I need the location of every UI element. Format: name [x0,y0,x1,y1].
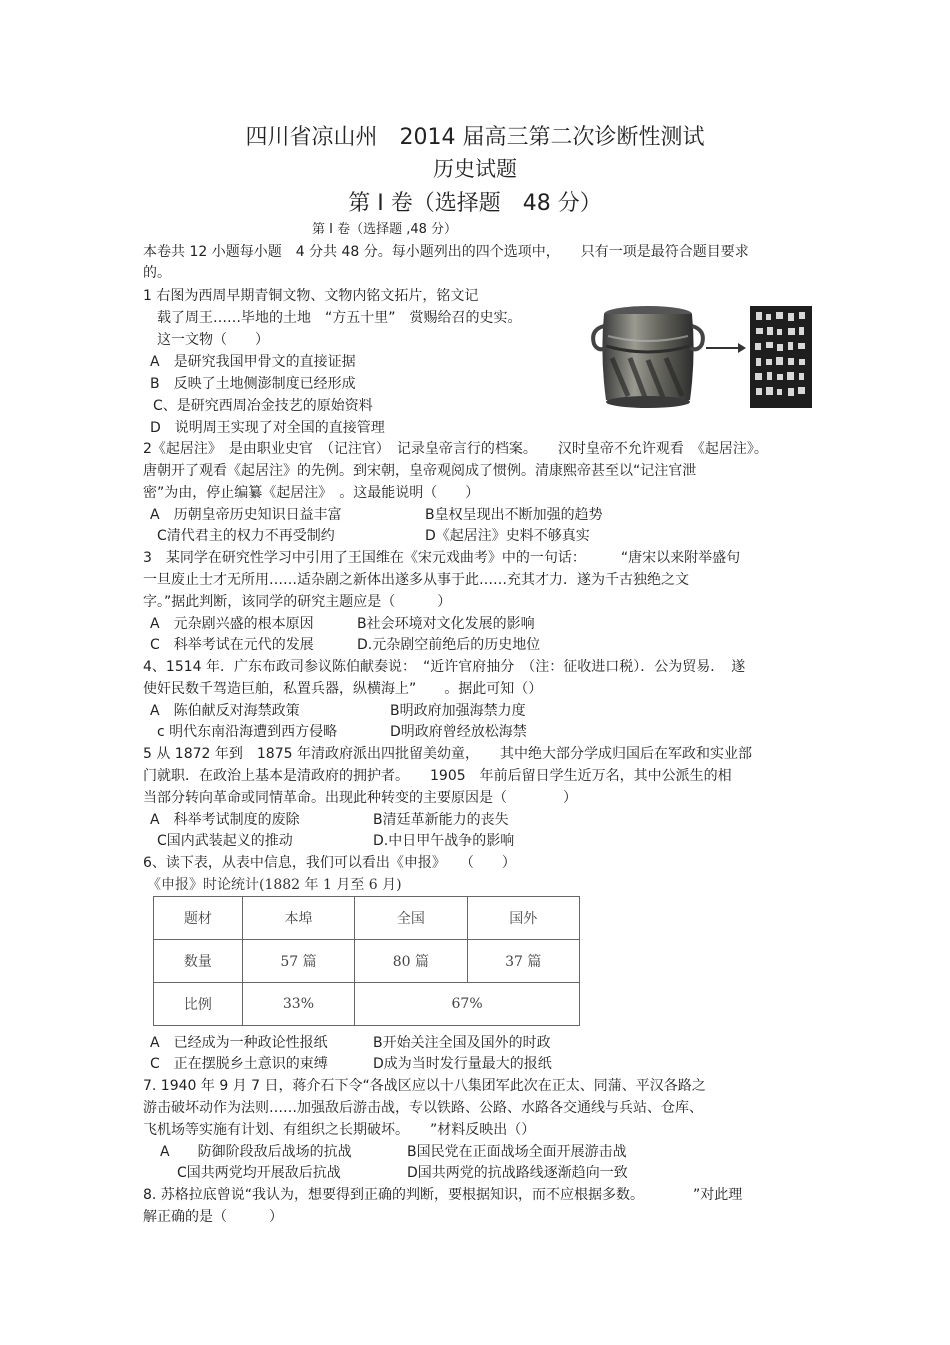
table-row [154,897,580,940]
question-3-option-b: B社会环境对文化发展的影响 [357,616,535,632]
instructions-line: 本卷共 12 小题每小题 4 分共 48 分。每小题列出的四个选项中， 只有一项是最符合题目要求 [143,244,749,260]
question-6-option-a: A 已经成为一种政论性报纸 [150,1035,328,1051]
question-6-option-d: D成为当时发行量最大的报纸 [373,1056,552,1072]
inscription-rubbing-icon [750,306,812,408]
question-5-text: 门就职．在政治上基本是清政府的拥护者。 1905 年前后留日学生近万名，其中公派生的相 [143,768,732,784]
table-cell: 37 篇 [467,940,579,983]
question-4-option-d: D明政府曾经放松海禁 [390,724,527,740]
question-2-option-d: D《起居注》史料不够真实 [425,528,590,544]
question-4-option-a: A 陈伯献反对海禁政策 [150,703,300,719]
question-4-text: 4、1514 年．广东布政司参议陈伯献奏说： “近许官府抽分 （注：征收进口税）．公为贸易． 遂 [143,659,746,675]
question-3-text: 3 某同学在研究性学习中引用了王国维在《宋元戏曲考》中的一句话： “唐宋以来附举盛句 [143,550,741,566]
question-7-option-a: A 防御阶段敌后战场的抗战 [160,1144,352,1160]
table-cell: 57 篇 [242,940,354,983]
table-row [154,983,580,1026]
question-2-option-c: C清代君主的权力不再受制约 [157,528,335,544]
question-2-text: 唐朝开了观看《起居注》的先例。到宋朝，皇帝观阅成了惯例。清康熙帝甚至以“记注官泄 [143,463,697,479]
question-5-option-b: B清廷革新能力的丧失 [373,812,509,828]
question-1-text: 这一文物（ ） [143,332,269,348]
arrow-right-icon [704,340,748,356]
section-subtitle: 第 Ⅰ 卷（选择题 ,48 分） [312,222,458,237]
question-7-option-d: D国共两党的抗战路线逐渐趋向一致 [407,1165,628,1181]
table-header-cell: 全国 [355,897,467,940]
question-7-text: 飞机场等实施有计划、有组织之长期破坏。 ”材料反映出（） [143,1122,536,1138]
table-cell: 67% [355,983,580,1026]
question-4-text: 使奸民数千驾造巨舶，私置兵器，纵横海上” 。据此可知（） [143,681,543,697]
question-1-option-c: C、是研究西周冶金技艺的原始资料 [153,398,373,414]
question-8-text: 解正确的是（ ） [143,1209,283,1225]
table-cell: 33% [242,983,354,1026]
question-2-option-a: A 历朝皇帝历史知识日益丰富 [150,507,342,523]
table-caption: 《申报》时论统计(1882 年 1 月至 6 月) [147,877,402,893]
question-1-option-b: B 反映了土地侧澎制度已经形成 [150,376,356,392]
table-header-cell: 国外 [467,897,579,940]
question-6-text: 6、读下表，从表中信息，我们可以看出《申报》 （ ） [143,855,516,871]
question-4-option-c: c 明代东南沿海遭到西方侵略 [157,724,338,740]
question-6-option-c: C 正在摆脱乡土意识的束缚 [150,1056,328,1072]
question-1-text: 1 右图为西周早期青铜文物、文物内铭文拓片，铭文记 [143,288,479,304]
question-5-option-a: A 科举考试制度的废除 [150,812,300,828]
question-6-option-b: B开始关注全国及国外的时政 [373,1035,551,1051]
question-2-text: 2《起居注》 是由职业史官 （记注官） 记录皇帝言行的档案。 汉时皇帝不允许观看 《起居注》。 [143,441,768,457]
table-row [154,940,580,983]
bronze-vessel-icon [588,296,708,416]
question-7-text: 7. 1940 年 9 月 7 日，蒋介石下令“各战区应以十八集团军此次在正太、同蒲、平汉各路之 [143,1078,706,1094]
section-title: 第 Ⅰ 卷（选择题 48 分） [348,191,602,216]
question-5-option-c: C国内武装起义的推动 [157,833,293,849]
question-5-option-d: D.中日甲午战争的影响 [373,833,515,849]
question-4-option-b: B明政府加强海禁力度 [390,703,526,719]
table-header-cell: 本埠 [242,897,354,940]
question-7-text: 游击破坏动作为法则……加强敌后游击战，专以铁路、公路、水路各交通线与兵站、仓库、 [143,1100,703,1116]
instructions-line: 的。 [143,265,171,281]
question-5-text: 当部分转向革命或同情革命。出现此种转变的主要原因是（ ） [143,790,577,806]
table-cell: 比例 [154,983,243,1026]
question-2-text: 密”为由，停止编纂《起居注》 。这最能说明（ ） [143,485,480,501]
question-8-text: 8. 苏格拉底曾说“我认为，想要得到正确的判断，要根据知识，而不应根据多数。 ”对此理 [143,1187,743,1203]
question-3-option-c: C 科举考试在元代的发展 [150,637,314,653]
statistics-table [153,896,580,1026]
page-title: 四川省凉山州 2014 届高三第二次诊断性测试 [245,125,705,150]
question-3-option-d: D.元杂剧空前绝后的历史地位 [357,637,541,653]
subject-title: 历史试题 [433,157,517,181]
table-cell: 数量 [154,940,243,983]
question-1-text: 载了周王……毕地的土地 “方五十里” 赏赐给召的史实。 [143,310,522,326]
question-7-option-b: B国民党在正面战场全面开展游击战 [407,1144,627,1160]
question-1-option-a: A 是研究我国甲骨文的直接证据 [150,354,356,370]
question-5-text: 5 从 1872 年到 1875 年清政府派出四批留美幼童， 其中绝大部分学成归国后在军政和实业部 [143,746,752,762]
table-header-cell: 题材 [154,897,243,940]
question-2-option-b: B皇权呈现出不断加强的趋势 [425,507,603,523]
question-3-text: 一旦废止士才无所用……适杂剧之新体出遂多从事于此……充其才力．遂为千古独绝之文 [143,572,689,588]
question-3-option-a: A 元杂剧兴盛的根本原因 [150,616,314,632]
question-1-option-d: D 说明周王实现了对全国的直接管理 [150,420,385,436]
table-cell: 80 篇 [355,940,467,983]
question-3-text: 字。”据此判断，该同学的研究主题应是（ ） [143,594,452,610]
question-7-option-c: C国共两党均开展敌后抗战 [177,1165,341,1181]
